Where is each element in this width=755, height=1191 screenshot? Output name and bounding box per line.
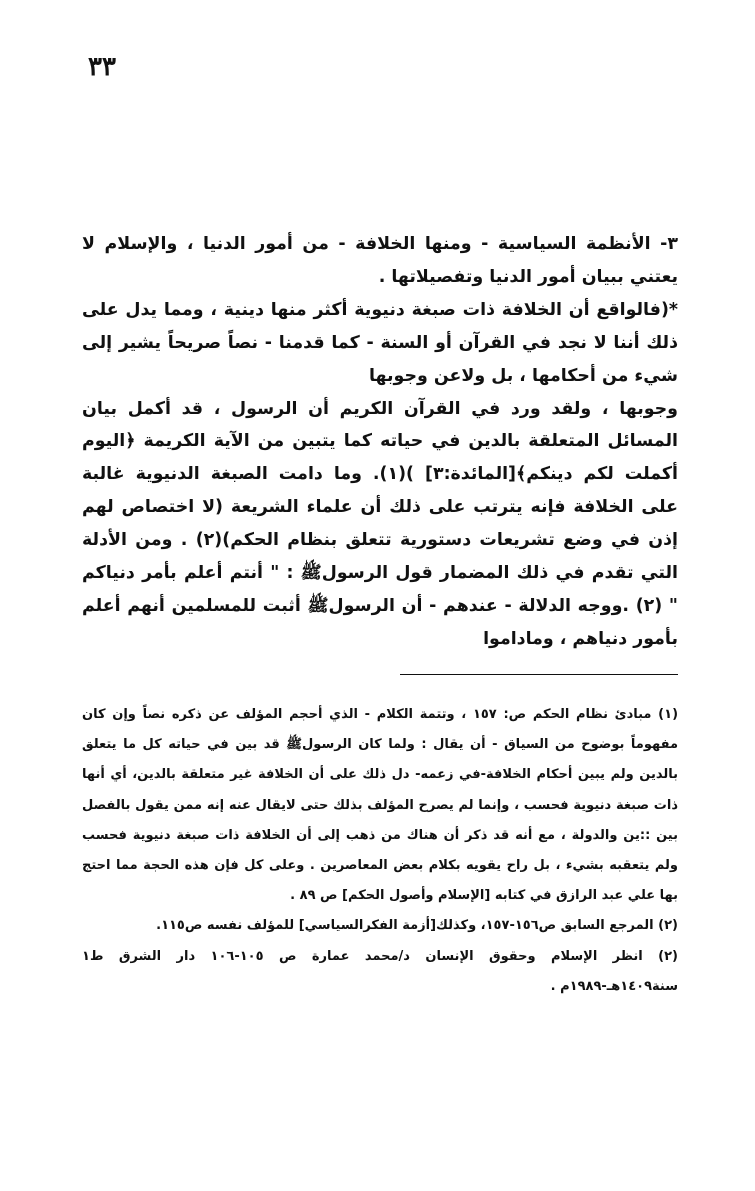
- footnote-1: (١) مبادئ نظام الحكم ص: ١٥٧ ، وتتمة الكلام - الذي أحجم المؤلف عن ذكره نصاً وإن كان مفهوماً بوضوح من السياق - أن يقال : ولما كان الرسولﷺ قد بين في حياته كل ما يتعلق بالدين ولم يبين أحكام الخلافة-في زعمه- دل ذلك على أن الخلافة غير متعلقة بالدين، أي أنها ذات صبغة دنيوية فحسب ، وإنما لم يصرح المؤلف بذلك حتى لايقال عنه إنه ممن يقول بالفصل بين ::ين والدولة ، مع أنه قد ذكر أن هناك من ذهب إلى أن الخلافة ذات صبغة دنيوية فحسب ولم يتعقبه بشيء ، بل راح يقويه بكلام بعض المعاصرين . وعلى كل فإن هذه الحجة مما احتج بها علي عبد الرازق في كتابه [الإسلام وأصول الحكم] ص ٨٩ .: [82, 707, 679, 904]
- paragraph-point-3: ٣- الأنظمة السياسية - ومنها الخلافة - من أمور الدنيا ، والإسلام لا يعتني ببيان أمور الدنيا وتفصيلاتها .: [82, 234, 678, 287]
- page-number: ٣٣: [88, 52, 116, 82]
- footnote-divider: [400, 674, 678, 675]
- paragraph-quote-continued: وجوبها ، ولقد ورد في القرآن الكريم أن الرسول ، قد أكمل بيان المسائل المتعلقة بالدين في حياته كما يتبين من الآية الكريمة ﴿اليوم أكملت لكم دينكم﴾[المائدة:٣] )(١). وما دامت الصبغة الدنيوية غالبة على الخلافة فإنه يترتب على ذلك أن علماء الشريعة (لا اختصاص لهم إذن في وضع تشريعات دستورية تتعلق بنظام الحكم)(٢) . ومن الأدلة التي تقدم في ذلك المضمار قول الرسولﷺ : " أنتم أعلم بأمر دنياكم " (٢) .ووجه الدلالة - عندهم - أن الرسولﷺ أثبت للمسلمين أنهم أعلم بأمور دنياهم ، وماداموا: [82, 398, 679, 649]
- main-text: [82, 228, 678, 656]
- footnote-3: (٢) انظر الإسلام وحقوق الإنسان د/محمد عمارة ص ١٠٥-١٠٦ دار الشرق ط١ سنة١٤٠٩هـ-١٩٨٩م .: [82, 948, 678, 994]
- footnote-2: (٢) المرجع السابق ص١٥٦-١٥٧، وكذلك[أزمة الفكرالسياسي] للمؤلف نفسه ص١١٥.: [156, 918, 678, 934]
- paragraph-quote-start: *(فالواقع أن الخلافة ذات صبغة دنيوية أكثر منها دينية ، ومما يدل على ذلك أننا لا نجد في القرآن أو السنة - كما قدمنا - نصاً صريحاً يشير إلى شيء من أحكامها ، بل ولاعن وجوبها: [82, 299, 678, 386]
- footnotes: [82, 700, 678, 1002]
